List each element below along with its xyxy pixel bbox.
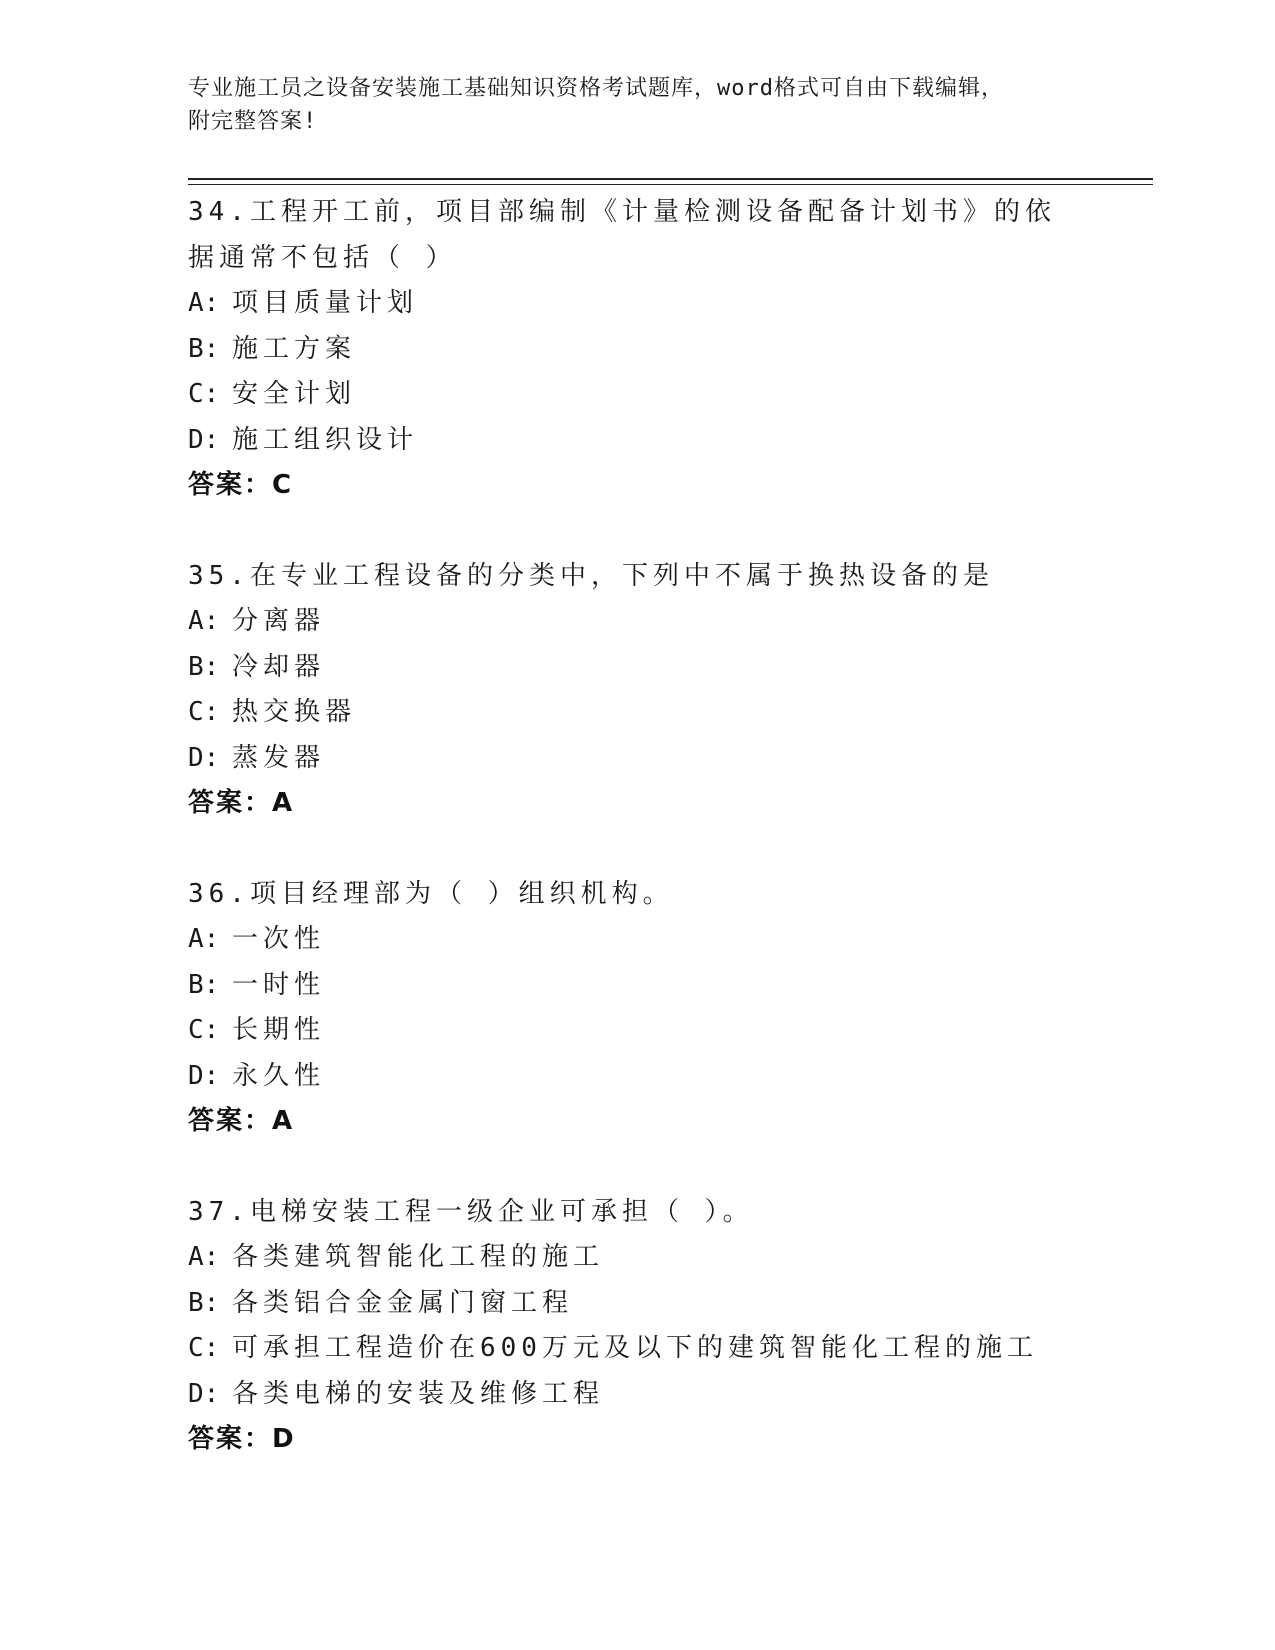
option-text: 永久性 [232,1060,326,1091]
option-letter: C: [188,1015,220,1045]
option-letter: C: [188,1333,220,1363]
option-letter: B: [188,1287,220,1318]
option-letter: D: [188,1378,220,1409]
option-a [188,599,1158,645]
option-c [188,372,1158,418]
option-letter: D: [188,424,220,455]
option-text: 各类铝合金金属门窗工程 [232,1287,574,1318]
option-a [188,1235,1158,1281]
option-text: 安全计划 [232,379,357,409]
option-letter: A: [188,606,220,636]
question-list [188,190,1158,1508]
question-stem: 36.项目经理部为（ ）组织机构。 [188,878,674,909]
option-text: 热交换器 [232,697,357,727]
question-37 [188,1190,1158,1463]
answer-line: 答案：A [188,1106,295,1136]
option-letter: C: [188,697,220,727]
header-rule-thin [188,184,1153,185]
option-letter: A: [188,288,220,318]
option-c [188,690,1158,736]
question-stem: 35.在专业工程设备的分类中，下列中不属于换热设备的是 [188,560,994,591]
question-stem: 37.电梯安装工程一级企业可承担（ ）。 [188,1196,754,1227]
document-header: 专业施工员之设备安装施工基础知识资格考试题库，word格式可自由下载编辑， 附完整答案! [188,76,1004,134]
option-text: 冷却器 [232,651,326,682]
option-text: 施工组织设计 [232,424,419,455]
option-text: 各类建筑智能化工程的施工 [232,1242,605,1272]
question-35 [188,554,1158,827]
option-letter: D: [188,742,220,773]
option-text: 一次性 [232,924,326,954]
option-b [188,327,1158,373]
option-letter: B: [188,969,220,1000]
option-b [188,1281,1158,1327]
option-text: 一时性 [232,969,326,1000]
option-letter: B: [188,651,220,682]
option-letter: B: [188,333,220,364]
option-text: 项目质量计划 [232,288,419,318]
option-c [188,1008,1158,1054]
option-text: 可承担工程造价在600万元及以下的建筑智能化工程的施工 [232,1333,1038,1363]
option-text: 蒸发器 [232,742,326,773]
question-stem: 34.工程开工前，项目部编制《计量检测设备配备计划书》的依据通常不包括（ ） [188,197,1056,273]
option-d [188,418,1158,464]
option-text: 施工方案 [232,333,357,364]
option-d [188,736,1158,782]
option-d [188,1054,1158,1100]
option-text: 各类电梯的安装及维修工程 [232,1378,605,1409]
option-text: 长期性 [232,1015,326,1045]
answer-line: 答案：C [188,470,294,500]
option-letter: C: [188,379,220,409]
option-letter: A: [188,924,220,954]
option-text: 分离器 [232,606,326,636]
header-rule-thick [188,178,1153,180]
question-34 [188,190,1158,509]
question-36 [188,872,1158,1145]
option-a [188,917,1158,963]
option-d [188,1372,1158,1418]
answer-line: 答案：A [188,788,295,818]
answer-line: 答案：D [188,1424,296,1454]
option-a [188,281,1158,327]
option-b [188,645,1158,691]
option-c [188,1326,1158,1372]
option-b [188,963,1158,1009]
option-letter: A: [188,1242,220,1272]
option-letter: D: [188,1060,220,1091]
document-page [188,0,1158,1650]
